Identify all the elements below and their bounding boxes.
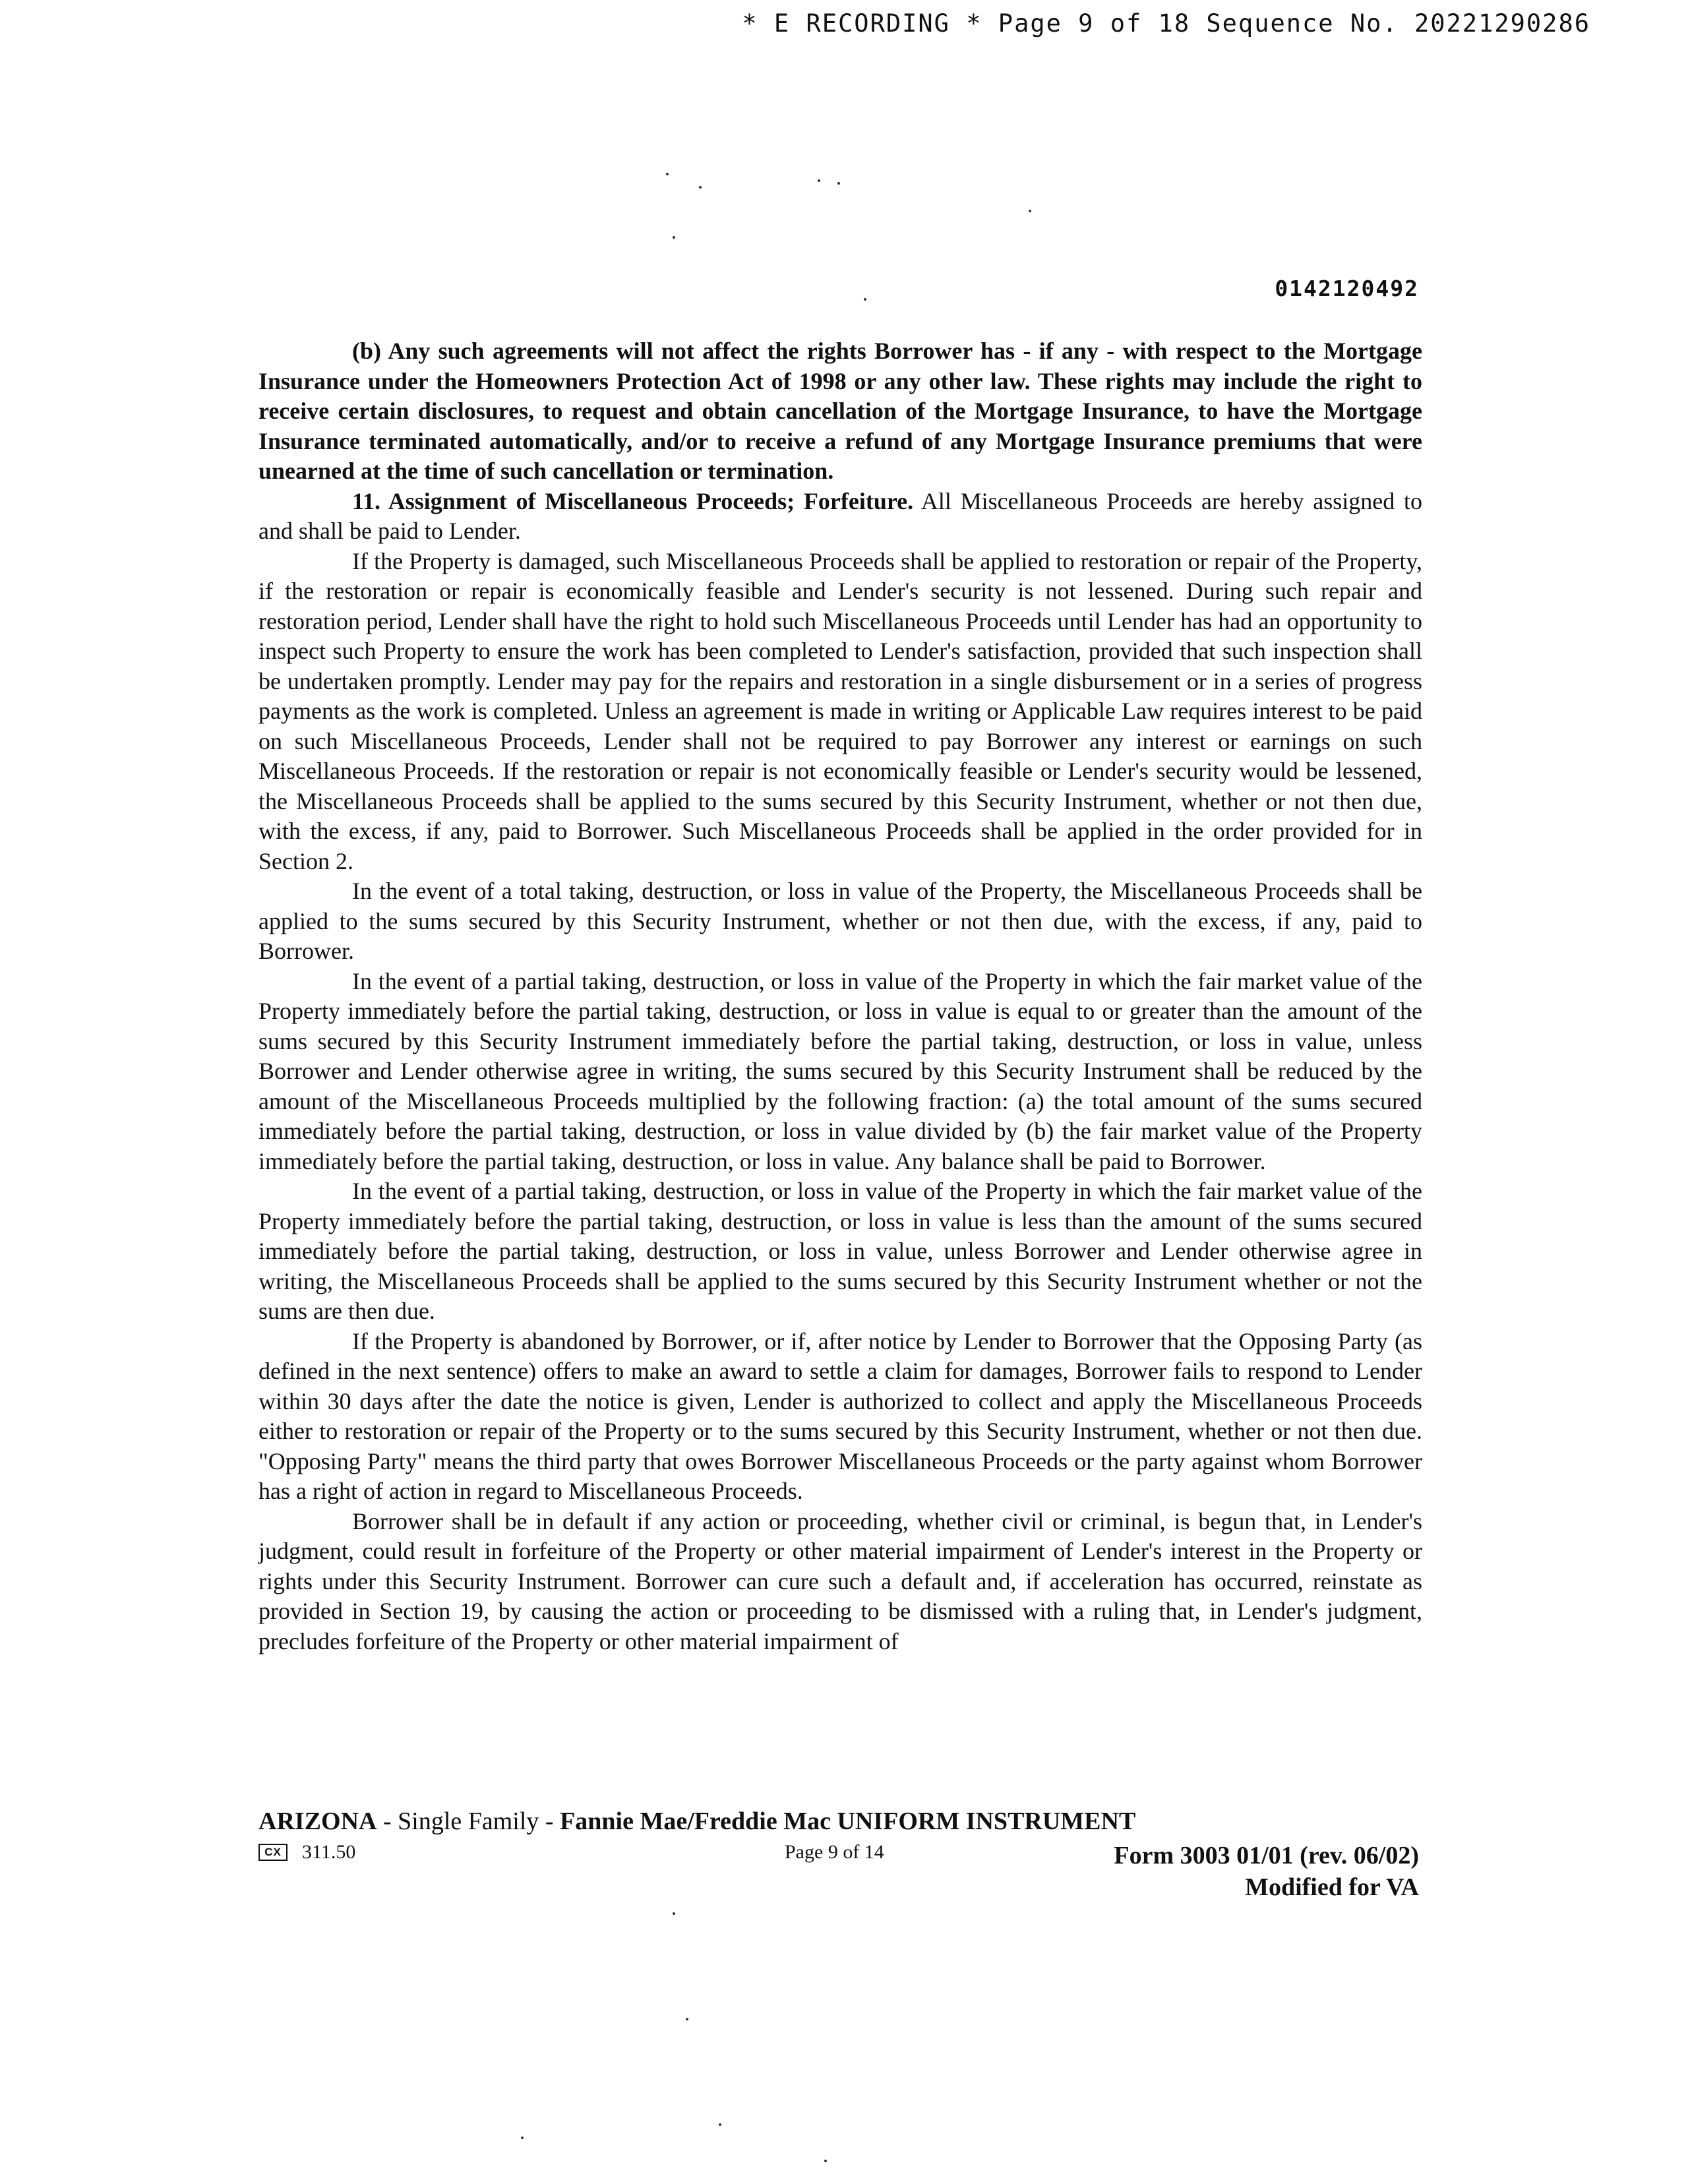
form-code <box>258 1841 355 1864</box>
scan-speck <box>818 179 820 182</box>
section-11-text: All Miscellaneous Proceeds are hereby assigned to and shall be paid to Lender. <box>258 487 1423 544</box>
document-body <box>258 336 1422 1656</box>
section-11-paragraph <box>258 487 1422 547</box>
paragraph-abandoned: If the Property is abandoned by Borrower, or if, after notice by Lender to Borrower that the Opposing Party (as defined in the next sentence) offers to make an award to settle a claim for damages, Borrower fails to respond to Lender within 30 days after the date the notice is given, Lender is authorized to collect and apply the Miscellaneous Proceeds either to restoration or repair of the Property or to the sums secured by this Security Instrument, whether or not then due. "Opposing Party" means the third party that owes Borrower Miscellaneous Proceeds or the party against whom Borrower has a right of action in regard to Miscellaneous Proceeds. <box>258 1327 1422 1504</box>
scan-speck <box>719 2123 721 2126</box>
paragraph-partial-less: In the event of a partial taking, destruction, or loss in value of the Property in which the fair market value of the Property immediately before the partial taking, destruction, or loss in value is less than the amount of the sums secured immediately before the partial taking, destruction, or loss in value, unless Borrower and Lender otherwise agree in writing, the Miscellaneous Proceeds shall be applied to the sums secured by this Security Instrument whether or not the sums are then due. <box>258 1178 1422 1324</box>
section-11-title: 11. Assignment of Miscellaneous Proceeds; Forfeiture. <box>352 487 914 514</box>
paragraph-damaged: If the Property is damaged, such Miscellaneous Proceeds shall be applied to restoration or repair of the Property, if the restoration or repair is economically feasible and Lender's security is not lessened. During such repair and restoration period, Lender shall have the right to hold such Miscellaneous Proceeds until Lender has had an opportunity to inspect such Property to ensure the work has been completed to Lender's satisfaction, provided that such inspection shall be undertaken promptly. Lender may pay for the repairs and restoration in a single disbursement or in a series of progress payments as the work is completed. Unless an agreement is made in writing or Applicable Law requires interest to be paid on such Miscellaneous Proceeds, Lender shall not be required to pay Borrower any interest or earnings on such Miscellaneous Proceeds. If the restoration or repair is not economically feasible or Lender's security would be lessened, the Miscellaneous Proceeds shall be applied to the sums secured by this Security Instrument, whether or not then due, with the excess, if any, paid to Borrower. Such Miscellaneous Proceeds shall be applied in the order provided for in Section 2. <box>258 547 1422 874</box>
scan-speck <box>666 173 669 175</box>
scan-speck <box>686 2018 688 2020</box>
scan-speck <box>1029 210 1031 212</box>
loan-number: 0142120492 <box>1275 276 1419 301</box>
form-code-number: 311.50 <box>302 1841 356 1863</box>
scan-speck <box>521 2137 524 2139</box>
paragraph-b: (b) Any such agreements will not affect the rights Borrower has - if any - with respect to the Mortgage Insurance under the Homeowners Protection Act of 1998 or any other law. These rights may include the right to receive certain disclosures, to request and obtain cancellation of the Mortgage Insurance, to have the Mortgage Insurance terminated automatically, and/or to receive a refund of any Mortgage Insurance premiums that were unearned at the time of such cancellation or termination. <box>258 338 1422 484</box>
recording-header: * E RECORDING * Page 9 of 18 Sequence No. 20221290286 <box>742 9 1590 38</box>
cx-logo-icon: CX <box>258 1844 287 1861</box>
scan-speck <box>699 186 702 189</box>
footer-title <box>258 1807 1135 1836</box>
paragraph-partial-greater: In the event of a partial taking, destruction, or loss in value of the Property in which the fair market value of the Property immediately before the partial taking, destruction, or loss in value is equal to or greater than the amount of the sums secured by this Security Instrument immediately before the partial taking, destruction, or loss in value, unless Borrower and Lender otherwise agree in writing, the sums secured by this Security Instrument shall be reduced by the amount of the Miscellaneous Proceeds multiplied by the following fraction: (a) the total amount of the sums secured immediately before the partial taking, destruction, or loss in value divided by (b) the fair market value of the Property immediately before the partial taking, destruction, or loss in value. Any balance shall be paid to Borrower. <box>258 967 1422 1174</box>
form-number: Form 3003 01/01 (rev. 06/02) <box>1114 1842 1419 1869</box>
scan-speck <box>837 182 840 185</box>
footer-instrument: Fannie Mae/Freddie Mac UNIFORM INSTRUMENT <box>560 1807 1136 1835</box>
scan-speck <box>673 1912 675 1915</box>
form-number-block <box>1114 1840 1419 1903</box>
modified-for-va: Modified for VA <box>1245 1873 1419 1901</box>
paragraph-default: Borrower shall be in default if any action or proceeding, whether civil or criminal, is begun that, in Lender's judgment, could result in forfeiture of the Property or other material impairment of Lender's interest in the Property or rights under this Security Instrument. Borrower can cure such a default and, if acceleration has occurred, reinstate as provided in Section 19, by causing the action or proceeding to be dismissed with a ruling that, in Lender's judgment, precludes forfeiture of the Property or other material impairment of <box>258 1507 1422 1654</box>
scan-speck <box>824 2160 827 2162</box>
paragraph-total-taking: In the event of a total taking, destruction, or loss in value of the Property, the Miscellaneous Proceeds shall be applied to the sums secured by this Security Instrument, whether or not then due, with the excess, if any, paid to Borrower. <box>258 878 1422 964</box>
scan-speck <box>864 298 866 301</box>
page-number: Page 9 of 14 <box>785 1841 884 1863</box>
footer-state: ARIZONA <box>258 1807 377 1835</box>
footer-separator: - Single Family - <box>377 1807 560 1835</box>
scan-speck <box>673 236 675 239</box>
